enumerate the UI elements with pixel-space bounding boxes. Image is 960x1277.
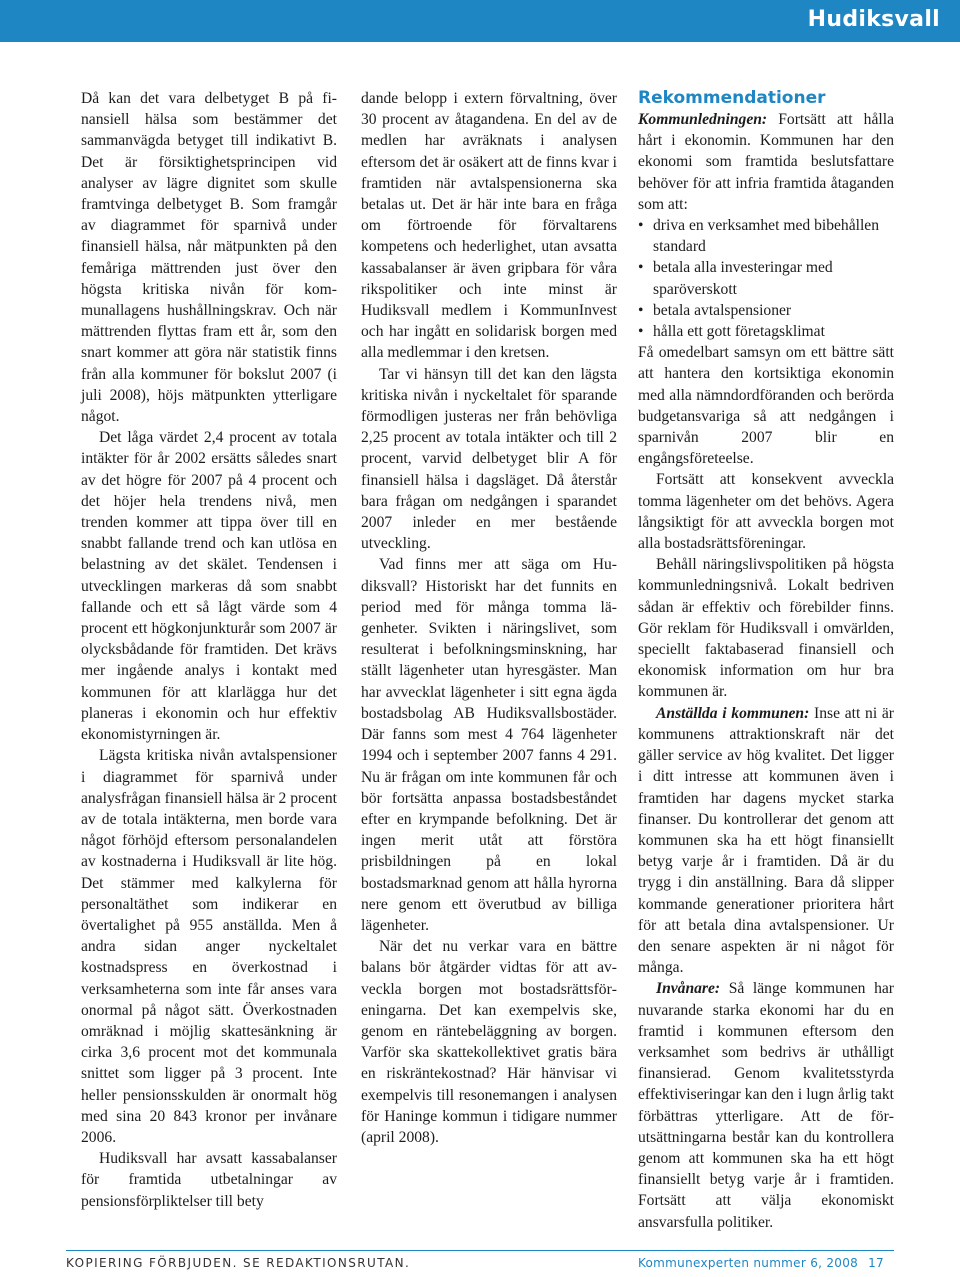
header-band [0,0,960,42]
paragraph [638,978,894,1232]
list-item-text: hålla ett gott företagsklimat [653,323,825,341]
text-column-1 [81,88,337,1212]
list-item [638,215,894,257]
list-item-text: betala alla investeringar med sparöverskott [653,259,833,298]
footer-copyright-notice: KOPIERING FÖRBJUDEN. SE REDAKTIONSRUTAN. [66,1256,411,1270]
bullet-icon: • [638,301,644,319]
bullet-icon: • [638,217,644,235]
section-heading: Rekommendationer [638,88,826,108]
paragraph: Lägsta kritiska nivån avtalspensioner i diagrammet för sparnivå under analysfrågan finansiell hälsa är 2 procent av de totala intäkterna, men borde vara något förhöjd eftersom personalandelen av kostnaderna i Hudiksvall är lite hög. Det stämmer med kalkylerna för personaltäthet som indikerar en övertalighet på 955 anställda. Men å andra sidan anger nyckeltalet kostnadspress en överkostnad i verksamheterna som inte får anses vara onormal på något sätt. Överkostnaden omräknad i möjlig skattesänkning är cirka 3,6 procent mot det kommunala snittet som ligger på 3 procent. Inte heller pensionsskulden är onormalt hög med sina 20 843 kronor per invånare 2006. [81,747,337,1146]
run-in-label: Kommunledningen: [638,111,768,128]
paragraph: Få omedelbart samsyn om ett bättre sätt att hantera den kortsiktiga ekonomin med alla nämndordföranden och berörda budgetansvariga så att nedgången i sparnivån 2007 blir en engångsföreteelse. [638,344,894,468]
paragraph [638,109,894,215]
footer-divider [66,1250,894,1251]
paragraph: dande belopp i extern förvaltning, över 30 procent av åtagandena. En del av de medlen har avräknats i analysen eftersom det är osäkert att de finns kvar i framtiden när avtalspensionerna ska betalas ut. Det är här inte bara en fråga om förtroende för förvaltarens kompetens och hederlighet, utan avsatta kassabalanser är även gripbara för våra rikspolitiker och inte minst är Hudiksvall medlem i KommunInvest och har ingått en solidarisk borgen med alla medlemmar i den kretsen. [361,90,617,362]
list-item [638,321,894,342]
list-item [638,257,894,299]
paragraph: Hudiksvall har avsatt kassabalanser för framtida utbetalningar av pensionsförpliktelser till bety [81,1150,337,1210]
paragraph: Tar vi hänsyn till det kan den lägsta kritiska nivån i nyckeltalet för sparande förmodligen justeras ner från behövliga 2,25 procent av totala intäkter och till 2 procent, varvid delbetyget blir A för finansiell hälsa i dagsläget. Då återstår bara frågan om nedgången i sparandet 2007 inleder en mer bestående utveckling. [361,365,617,553]
paragraph: Det låga värdet 2,4 procent av totala intäkter för år 2002 ersätts således snart av det högre för 2007 på 4 procent och det höjer hela trendens nivå, men trenden kommer att tippa över till en snabbt fallande trend och kan utlösa en belastning av det skälet. Tendensen i utvecklingen markeras då som snabbt fallande och ett så lågt värde som 4 procent ett högkonjunkturår som 2007 är olycksbådande för framtiden. Det krävs mer ingående analys i kontakt med kommunen för att klarlägga hur det planeras i ekonomin och hur effektiv ekonomistyrningen är. [81,429,337,744]
paragraph-text: Fortsätt att hålla hårt i ekonomin. Kommunen har den ekonomi som framtida beslutsfattare behöver för att infria framtida åtaganden som att: [638,111,894,213]
publication-name: Kommunexperten nummer 6, 2008 [637,1256,859,1270]
bullet-icon: • [638,323,644,341]
list-item-text: betala avtalspensioner [653,301,792,319]
list-item [638,300,894,321]
paragraph-text: Inse att ni är kommunens attraktionskraft när det gäller service av hög kvalitet. Det ligger i ditt intresse att kommunen även i framtiden har dagens mycket starka finanser. Du kontrollerar det genom att kommunen ska ha ett högt finansiellt betyg varje år i framtiden. Då är du trygg i din anställning. Bara då slipper kommande generationer prioritera hårt för att betala dina avtalspensioner. Ur den senare aspekten är ni något för många. [638,704,894,977]
bullet-icon: • [638,259,644,277]
paragraph: Vad finns mer att säga om Hudiksvall? Historiskt har det funnits en period med för många tomma lägenheter. Svikten i näringslivet, som resulterat i befolkningsminskning, har ställt lägenheter utan hyresgäster. Man har avvecklat lägenheter i sitt egna ägda bostadsbolag AB Hudiksvallsbostäder. Där fanns som mest 4 764 lägenheter 1994 och i september 2007 fanns 4 291. Nu är frågan om inte kommunen får och bör fortsätta anpassa bostadsbeståndet efter en krympande befolkning. Det är ingen merit utåt att förstöra prisbildningen på en lokal bostadsmarknad genom att hålla hyrorna nere genom ett överutbud av billiga lägenheter. [361,556,617,934]
paragraph-text: Så länge kommunen har nuvarande starka ekonomi har du en framtid i kommunen eftersom den verksamhet som bedrivs är uthålligt finansierad. Genom kvalitetsstyrda effektiviseringar kan den i lugn årlig takt förbättras ytterligare. Att de förutsättningarna består kan du kontrollera genom att kommunen ska ha ett högt finansiellt betyg varje år i framtiden. Fortsätt att välja ekonomiskt ansvarsfulla politiker. [638,980,894,1231]
paragraph: Behåll näringslivspolitiken på högsta kommunledningsnivå. Lokalt bedriven sådan är effektiv och förebilder finns. Gör reklam för Hudiksvall i omvärlden, speciellt faktabaserad finansiell och ekonomisk information om hur bra kommunen är. [638,556,894,701]
page-section-title: Hudiksvall [807,7,940,32]
paragraph: Fortsätt att konsekvent avveckla tomma lägenheter om det behövs. Agera långsiktigt för att avveckla borgen mot alla bostadsrättsföreningar. [638,471,894,553]
paragraph: Då kan det vara delbetyget B på finansiell hälsa som bestämmer det sammanvägda betyget till indikativt B. Det är försiktighetsprincipen vid analyser av lägre dignitet som skulle framtvinga delbetyget B. Som framgår av diagrammet för sparnivå under finansiell hälsa, når mätpunkten på den femåriga mättrenden just över den högsta kritiska nivån för kommunallagens hushållningskrav. Och när mättrenden flyttas fram ett år, som den snart kommer att göra när statistik finns från alla kommuner för bokslut 2007 (i juli 2008), höjs mätpunkten ytterligare något. [81,90,337,426]
paragraph [638,703,894,979]
list-item-text: driva en verksamhet med bibehållen standard [653,217,880,256]
run-in-label: Anställda i kommunen: [656,704,810,722]
paragraph: När det nu verkar vara en bättre balans bör åtgärder vidtas för att avveckla borgen mot bostadsrättsföreningarna. Det kan exempelvis ske, genom en räntebeläggning av borgen. Varför ska skattekollektivet gratis bära en riskräntekostnad? Här hänvisar vi exempelvis till resonemangen i analysen för Haninge kommun i tidigare nummer (april 2008). [361,938,617,1146]
recommendation-list [638,215,894,342]
run-in-label: Invånare: [656,980,721,998]
text-column-3 [638,88,894,1233]
footer-publication [638,1256,884,1270]
page-number: 17 [868,1256,884,1270]
text-column-2 [361,88,617,1148]
